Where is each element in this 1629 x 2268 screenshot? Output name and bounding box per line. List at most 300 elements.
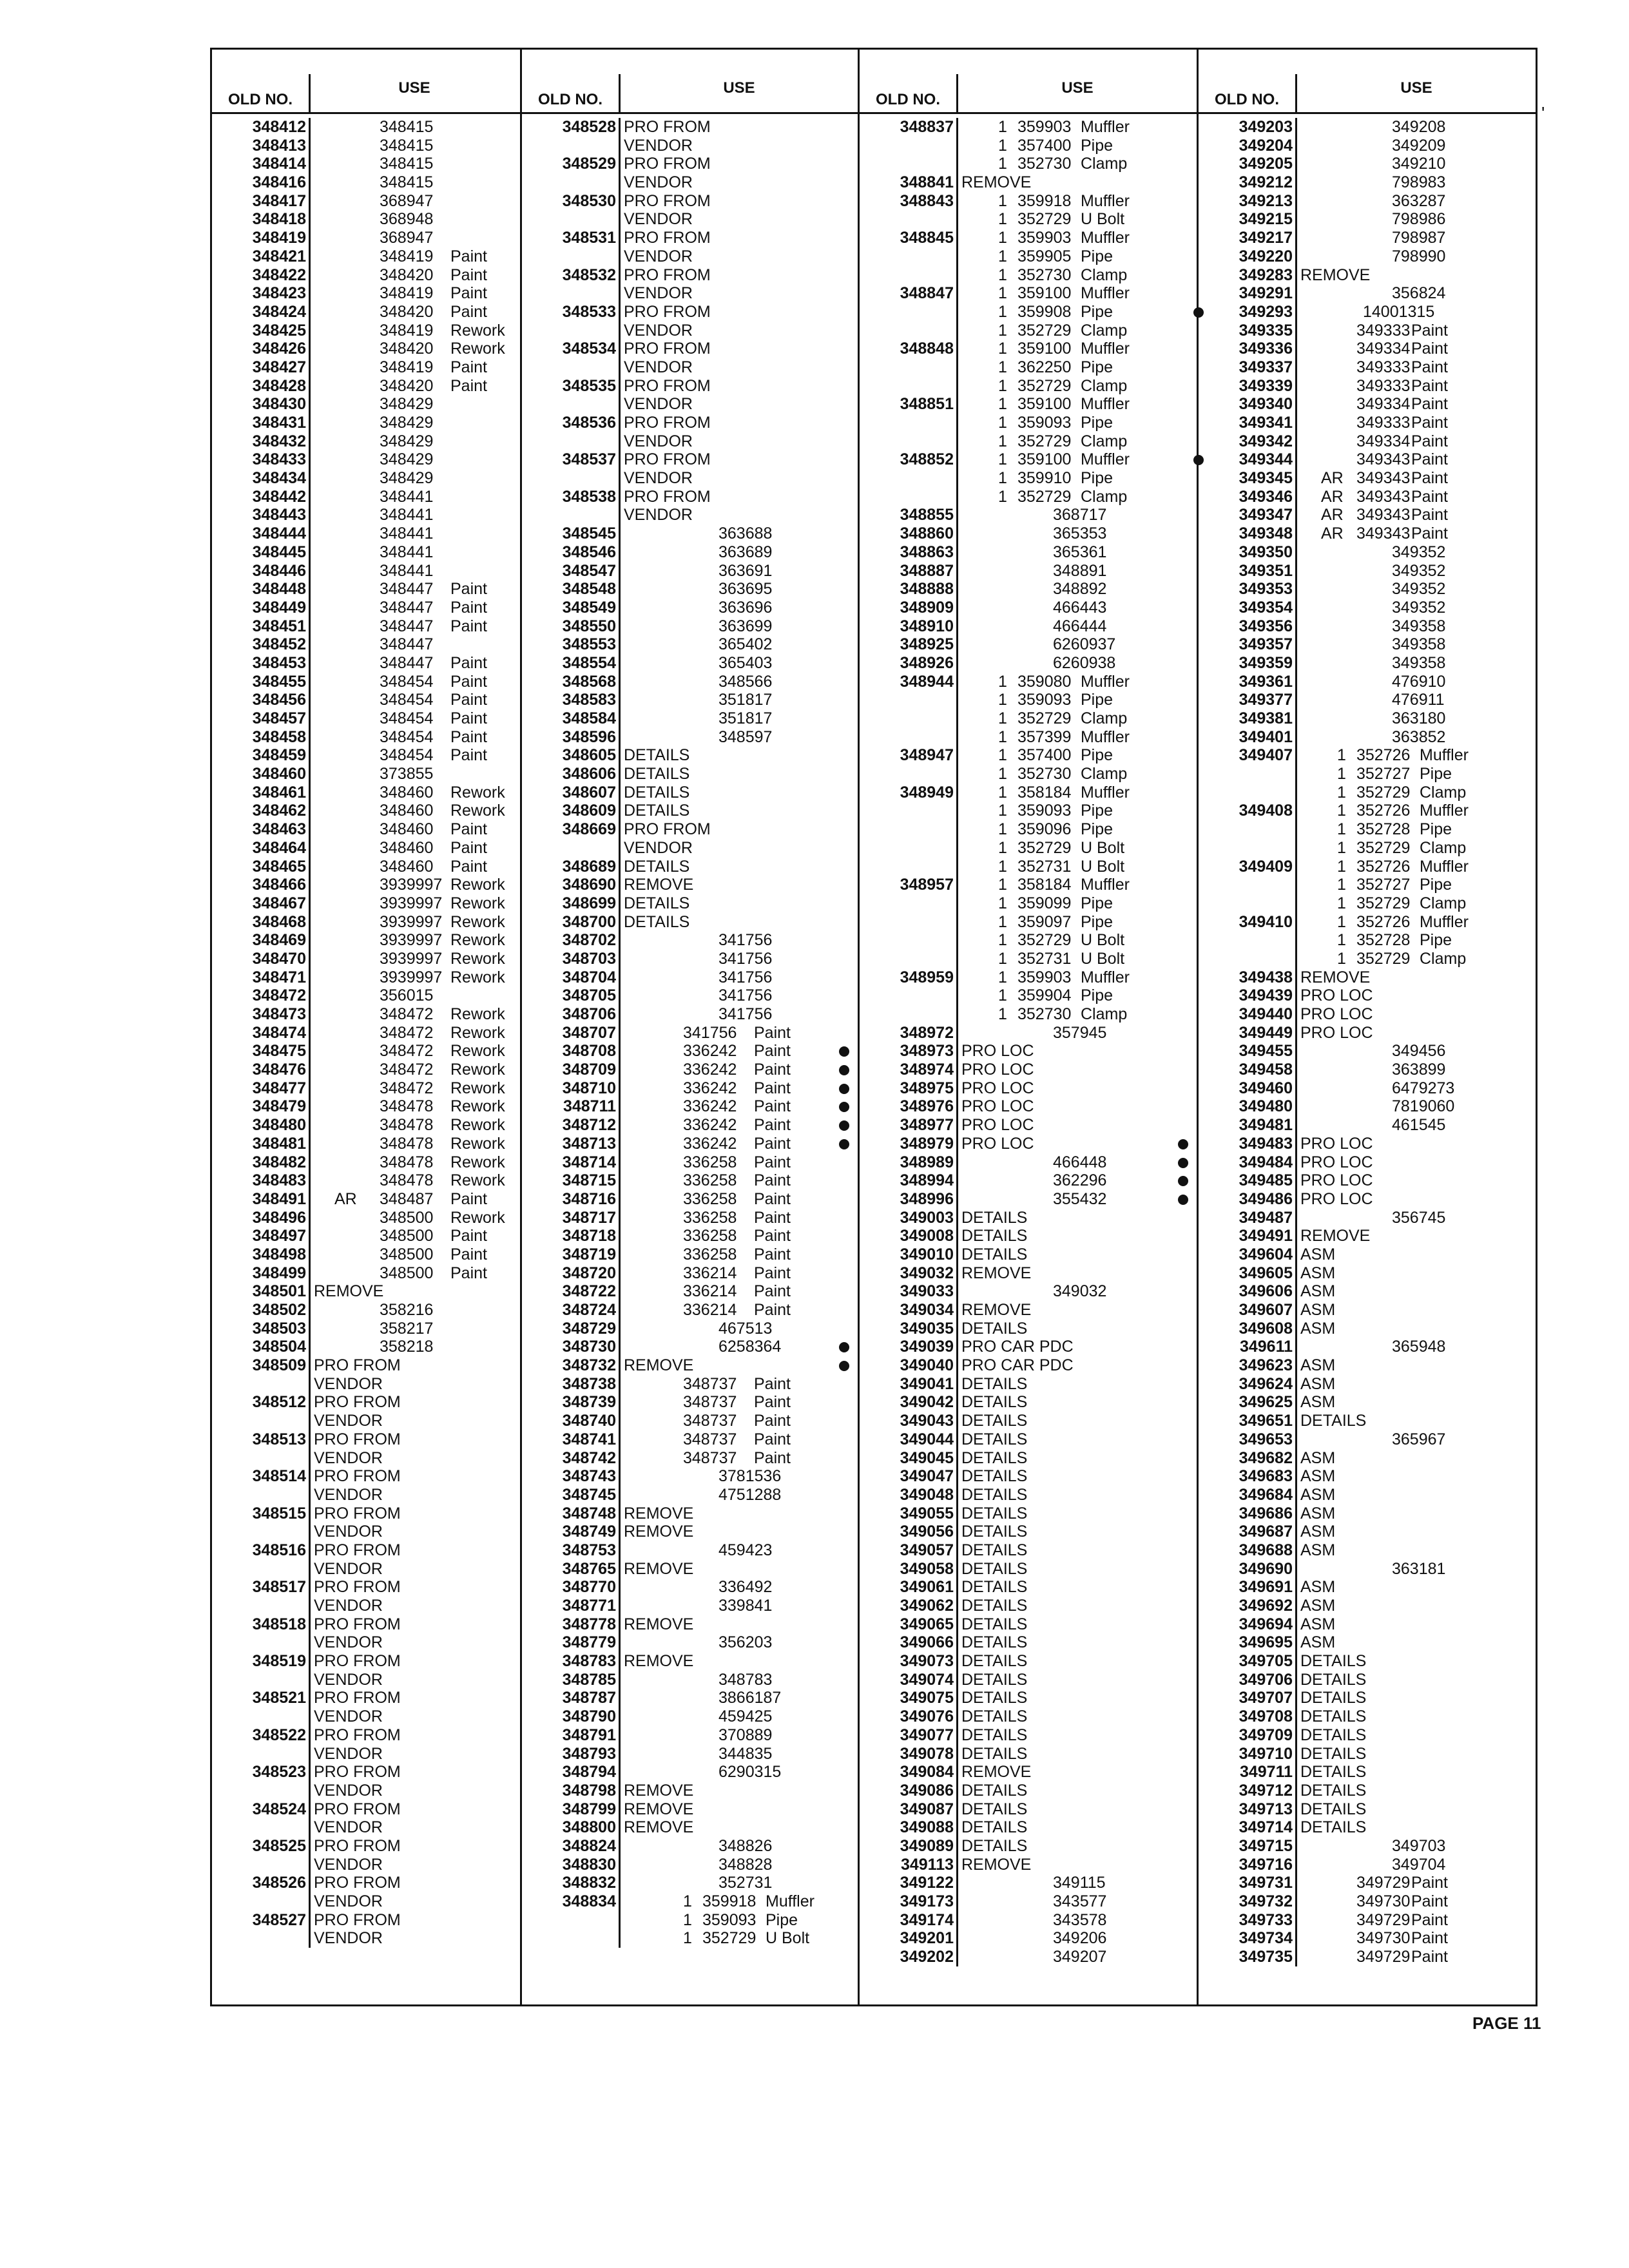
replacement-number: 352729 bbox=[1017, 487, 1072, 506]
old-number: 348457 bbox=[252, 709, 306, 727]
old-number: 348428 bbox=[252, 376, 306, 395]
old-number: 348472 bbox=[252, 986, 306, 1005]
table-row bbox=[212, 395, 520, 414]
use-text: DETAILS bbox=[961, 1670, 1028, 1689]
use-text: DETAILS bbox=[1300, 1818, 1367, 1837]
table-row bbox=[522, 137, 860, 155]
table-row bbox=[522, 728, 860, 747]
use-text: PRO LOC bbox=[961, 1061, 1034, 1079]
old-number: 348473 bbox=[252, 1005, 306, 1023]
old-number: 348464 bbox=[252, 838, 306, 857]
table-row bbox=[212, 691, 520, 709]
old-number: 348741 bbox=[562, 1430, 616, 1448]
part-description: Clamp bbox=[1081, 155, 1128, 173]
table-row bbox=[522, 118, 860, 137]
use-text: DETAILS bbox=[1300, 1763, 1367, 1782]
table-row bbox=[522, 488, 860, 506]
replacement-number: 359100 bbox=[1017, 395, 1072, 414]
table-row bbox=[1199, 1560, 1537, 1579]
part-description: Clamp bbox=[1420, 894, 1467, 912]
use-text: VENDOR bbox=[314, 1523, 383, 1541]
old-number: 349690 bbox=[1239, 1559, 1293, 1578]
replacement-number: 349704 bbox=[1392, 1855, 1446, 1874]
table-row bbox=[522, 340, 860, 358]
replacement-number: 348419 bbox=[380, 358, 434, 376]
use-text: DETAILS bbox=[1300, 1670, 1367, 1689]
old-number: 348837 bbox=[900, 118, 954, 136]
table-row bbox=[212, 839, 520, 858]
part-description: Clamp bbox=[1081, 376, 1128, 395]
replacement-number: 348500 bbox=[380, 1264, 434, 1282]
part-description: Muffler bbox=[1081, 340, 1130, 358]
use-text: DETAILS bbox=[624, 746, 690, 765]
old-number: 348977 bbox=[900, 1116, 954, 1135]
part-description: Paint bbox=[1411, 524, 1448, 543]
replacement-number: 348419 bbox=[380, 321, 434, 340]
table-row bbox=[522, 266, 860, 285]
table-row bbox=[522, 1615, 860, 1634]
replacement-number: 373855 bbox=[380, 765, 434, 783]
replacement-number: 466448 bbox=[1053, 1153, 1107, 1171]
replacement-number: 459425 bbox=[718, 1707, 773, 1726]
old-number: 348465 bbox=[252, 857, 306, 876]
old-number: 348994 bbox=[900, 1171, 954, 1190]
table-row bbox=[1199, 950, 1537, 968]
use-text: REMOVE bbox=[961, 1763, 1032, 1782]
old-number: 349044 bbox=[900, 1430, 954, 1448]
part-description: Rework bbox=[450, 1153, 505, 1171]
use-text: ASM bbox=[1300, 1319, 1336, 1338]
table-row bbox=[522, 580, 860, 599]
old-number: 348609 bbox=[562, 802, 616, 820]
table-row bbox=[522, 746, 860, 765]
table-row bbox=[1199, 820, 1537, 839]
use-text: VENDOR bbox=[314, 1670, 383, 1689]
old-number: 349608 bbox=[1239, 1319, 1293, 1338]
replacement-number: 363287 bbox=[1392, 191, 1446, 210]
use-text: DETAILS bbox=[624, 912, 690, 931]
old-number: 349035 bbox=[900, 1319, 954, 1338]
use-text: DETAILS bbox=[1300, 1725, 1367, 1744]
replacement-number: 358216 bbox=[380, 1301, 434, 1319]
replacement-number: 362250 bbox=[1017, 358, 1072, 376]
old-number: 348715 bbox=[562, 1171, 616, 1190]
table-row bbox=[860, 968, 1199, 987]
old-number: 349088 bbox=[900, 1818, 954, 1837]
replacement-number: 336258 bbox=[683, 1208, 737, 1227]
table-row bbox=[522, 1449, 860, 1468]
old-number: 349707 bbox=[1239, 1689, 1293, 1707]
table-row bbox=[860, 377, 1199, 396]
part-description: Rework bbox=[450, 1079, 505, 1097]
part-description: Pipe bbox=[1420, 765, 1452, 783]
table-row bbox=[1199, 1190, 1537, 1209]
use-text: PRO FROM bbox=[314, 1836, 401, 1855]
part-description: Rework bbox=[450, 783, 505, 802]
part-description: Paint bbox=[1411, 414, 1448, 432]
table-row bbox=[522, 1116, 860, 1135]
old-number: 349041 bbox=[900, 1374, 954, 1393]
table-row bbox=[212, 1042, 520, 1061]
use-text: VENDOR bbox=[314, 1412, 383, 1430]
quantity: 1 bbox=[683, 1892, 692, 1910]
replacement-number: 348478 bbox=[380, 1097, 434, 1116]
old-number: 348515 bbox=[252, 1504, 306, 1523]
table-row bbox=[1199, 1467, 1537, 1486]
table-row bbox=[860, 247, 1199, 266]
part-description: Rework bbox=[450, 1023, 505, 1042]
old-number: 349439 bbox=[1239, 986, 1293, 1005]
table-row bbox=[1199, 488, 1537, 506]
part-description: Muffler bbox=[1420, 857, 1469, 876]
quantity: 1 bbox=[998, 376, 1007, 395]
table-row bbox=[1199, 635, 1537, 654]
old-number: 348706 bbox=[562, 1005, 616, 1023]
use-text: DETAILS bbox=[961, 1836, 1028, 1855]
table-row bbox=[212, 524, 520, 543]
old-number: 348690 bbox=[562, 876, 616, 894]
part-description: Muffler bbox=[1081, 968, 1130, 986]
table-row bbox=[1199, 432, 1537, 451]
old-number: 349611 bbox=[1239, 1338, 1293, 1356]
quantity: 1 bbox=[1337, 949, 1346, 968]
replacement-number: 341756 bbox=[718, 931, 773, 950]
replacement-number: 352729 bbox=[1356, 949, 1411, 968]
part-description: Rework bbox=[450, 1208, 505, 1227]
part-description: Pipe bbox=[1420, 820, 1452, 839]
old-number: 348502 bbox=[252, 1301, 306, 1319]
replacement-number: 348478 bbox=[380, 1134, 434, 1153]
table-column-4 bbox=[1197, 50, 1537, 2004]
old-number: 348434 bbox=[252, 469, 306, 488]
replacement-number: 343577 bbox=[1053, 1892, 1107, 1910]
replacement-number: 349334 bbox=[1356, 340, 1411, 358]
table-row bbox=[212, 469, 520, 488]
table-row bbox=[1199, 913, 1537, 932]
old-number: 349215 bbox=[1239, 210, 1293, 229]
use-text: ASM bbox=[1300, 1374, 1336, 1393]
use-text: DETAILS bbox=[624, 802, 690, 820]
old-number: 348459 bbox=[252, 746, 306, 765]
old-number: 348888 bbox=[900, 580, 954, 599]
table-row bbox=[522, 1560, 860, 1579]
use-text: VENDOR bbox=[314, 1597, 383, 1615]
table-row bbox=[1199, 1800, 1537, 1819]
table-row bbox=[522, 931, 860, 950]
old-number: 348413 bbox=[252, 136, 306, 155]
old-number: 348729 bbox=[562, 1319, 616, 1338]
table-row bbox=[860, 1800, 1199, 1819]
table-row bbox=[1199, 229, 1537, 247]
use-text: ASM bbox=[1300, 1633, 1336, 1652]
bullet-marker bbox=[839, 1120, 849, 1131]
part-description: Muffler bbox=[1081, 118, 1130, 136]
table-row bbox=[522, 986, 860, 1005]
table-row bbox=[1199, 247, 1537, 266]
part-description: Clamp bbox=[1081, 265, 1128, 284]
table-row bbox=[860, 118, 1199, 137]
old-number: 348529 bbox=[562, 155, 616, 173]
table-row bbox=[1199, 599, 1537, 617]
table-row bbox=[212, 1911, 520, 1930]
part-description: Clamp bbox=[1081, 487, 1128, 506]
table-row bbox=[1199, 1135, 1537, 1153]
table-column-1 bbox=[212, 50, 520, 2004]
old-number: 348973 bbox=[900, 1042, 954, 1061]
old-number: 348770 bbox=[562, 1578, 616, 1597]
replacement-number: 356015 bbox=[380, 986, 434, 1005]
old-number: 349732 bbox=[1239, 1892, 1293, 1910]
use-text: REMOVE bbox=[961, 1264, 1032, 1282]
old-number: 348596 bbox=[562, 727, 616, 746]
old-number: 348730 bbox=[562, 1338, 616, 1356]
use-text: PRO FROM bbox=[314, 1467, 401, 1486]
table-row bbox=[522, 1523, 860, 1541]
replacement-number: 352729 bbox=[1356, 783, 1411, 802]
part-description: Pipe bbox=[1081, 469, 1113, 488]
bullet-marker bbox=[839, 1361, 849, 1371]
table-row bbox=[1199, 469, 1537, 488]
part-description: Paint bbox=[450, 284, 487, 303]
table-row bbox=[212, 340, 520, 358]
table-row bbox=[1199, 562, 1537, 581]
replacement-number: 352729 bbox=[1017, 931, 1072, 950]
table-row bbox=[522, 414, 860, 432]
replacement-number: 365403 bbox=[718, 653, 773, 672]
replacement-number: 349352 bbox=[1392, 580, 1446, 599]
use-text: PRO LOC bbox=[961, 1097, 1034, 1116]
table-row bbox=[860, 137, 1199, 155]
replacement-number: 355432 bbox=[1053, 1189, 1107, 1208]
table-row bbox=[1199, 1375, 1537, 1394]
old-number: 348479 bbox=[252, 1097, 306, 1116]
replacement-number: 352730 bbox=[1017, 765, 1072, 783]
part-description: Paint bbox=[754, 1412, 791, 1430]
use-text: DETAILS bbox=[961, 1467, 1028, 1486]
table-row bbox=[212, 322, 520, 340]
table-row bbox=[522, 1541, 860, 1560]
replacement-number: 349703 bbox=[1392, 1836, 1446, 1855]
table-row bbox=[522, 1079, 860, 1098]
old-number: 349624 bbox=[1239, 1374, 1293, 1393]
table-row bbox=[860, 709, 1199, 728]
replacement-number: 348420 bbox=[380, 302, 434, 321]
replacement-number: 359905 bbox=[1017, 247, 1072, 265]
replacement-number: 348472 bbox=[380, 1042, 434, 1061]
table-row bbox=[1199, 654, 1537, 673]
replacement-number: 466443 bbox=[1053, 598, 1107, 617]
table-row bbox=[212, 1726, 520, 1745]
table-row bbox=[212, 247, 520, 266]
table-row bbox=[212, 728, 520, 747]
use-text: ASM bbox=[1300, 1245, 1336, 1264]
quantity: 1 bbox=[998, 358, 1007, 376]
use-text: PRO FROM bbox=[624, 487, 711, 506]
table-row bbox=[212, 1301, 520, 1320]
old-number: 349449 bbox=[1239, 1023, 1293, 1042]
replacement-number: 365361 bbox=[1053, 543, 1107, 561]
table-row bbox=[1199, 506, 1537, 524]
replacement-number: 356824 bbox=[1392, 284, 1446, 303]
table-row bbox=[522, 543, 860, 562]
table-row bbox=[1199, 450, 1537, 469]
part-description: Paint bbox=[1411, 358, 1448, 376]
replacement-number: 349343 bbox=[1356, 487, 1411, 506]
part-description: Paint bbox=[754, 1227, 791, 1245]
replacement-number: 348472 bbox=[380, 1061, 434, 1079]
old-number: 349204 bbox=[1239, 136, 1293, 155]
use-text: VENDOR bbox=[624, 136, 693, 155]
table-row bbox=[860, 1153, 1199, 1172]
table-row bbox=[212, 1097, 520, 1116]
use-text: DETAILS bbox=[1300, 1412, 1367, 1430]
part-description: Paint bbox=[1411, 395, 1448, 414]
old-number: 348718 bbox=[562, 1227, 616, 1245]
table-row bbox=[1199, 1782, 1537, 1800]
use-text: PRO FROM bbox=[314, 1356, 401, 1375]
replacement-number: 348429 bbox=[380, 432, 434, 450]
table-row bbox=[1199, 1061, 1537, 1079]
table-row bbox=[212, 173, 520, 192]
replacement-number: 365353 bbox=[1053, 524, 1107, 543]
table-row bbox=[860, 1597, 1199, 1615]
part-description: Paint bbox=[450, 247, 487, 265]
part-description: Paint bbox=[754, 1245, 791, 1264]
old-number: 348855 bbox=[900, 506, 954, 524]
replacement-number: 343578 bbox=[1053, 1910, 1107, 1929]
use-text: DETAILS bbox=[961, 1744, 1028, 1763]
use-text: PRO FROM bbox=[314, 1541, 401, 1559]
table-row bbox=[860, 1652, 1199, 1671]
table-row bbox=[860, 1523, 1199, 1541]
old-number: 348517 bbox=[252, 1578, 306, 1597]
part-description: Paint bbox=[754, 1189, 791, 1208]
table-row bbox=[212, 1412, 520, 1430]
part-description: Rework bbox=[450, 1061, 505, 1079]
old-number: 349491 bbox=[1239, 1227, 1293, 1245]
use-text: DETAILS bbox=[961, 1485, 1028, 1504]
table-row bbox=[212, 599, 520, 617]
old-number: 349113 bbox=[900, 1855, 954, 1874]
table-row bbox=[522, 1209, 860, 1227]
replacement-number: 348429 bbox=[380, 469, 434, 488]
replacement-number: 348415 bbox=[380, 136, 434, 155]
table-row bbox=[1199, 340, 1537, 358]
use-text: ASM bbox=[1300, 1393, 1336, 1412]
table-row bbox=[522, 1301, 860, 1320]
use-text: VENDOR bbox=[314, 1855, 383, 1874]
table-row bbox=[860, 1024, 1199, 1043]
part-description: Paint bbox=[450, 672, 487, 691]
table-row bbox=[1199, 931, 1537, 950]
quantity: 1 bbox=[998, 1005, 1007, 1023]
quantity: 1 bbox=[1337, 820, 1346, 839]
table-row bbox=[1199, 1726, 1537, 1745]
part-description: Paint bbox=[450, 1227, 487, 1245]
use-text: DETAILS bbox=[961, 1227, 1028, 1245]
replacement-number: 349115 bbox=[1053, 1874, 1106, 1892]
use-text: ASM bbox=[1300, 1467, 1336, 1486]
old-number: 348720 bbox=[562, 1264, 616, 1282]
old-number: 349695 bbox=[1239, 1633, 1293, 1652]
use-text: PRO FROM bbox=[624, 191, 711, 210]
part-description: Paint bbox=[754, 1097, 791, 1116]
part-description: Paint bbox=[1411, 1929, 1448, 1948]
table-row bbox=[860, 1116, 1199, 1135]
table-row bbox=[1199, 1393, 1537, 1412]
old-number: 349688 bbox=[1239, 1541, 1293, 1559]
old-number: 348498 bbox=[252, 1245, 306, 1264]
use-text: PRO LOC bbox=[1300, 1153, 1373, 1171]
old-number: 348568 bbox=[562, 672, 616, 691]
part-description: Paint bbox=[754, 1208, 791, 1227]
quantity: 1 bbox=[998, 469, 1007, 488]
replacement-number: 336242 bbox=[683, 1116, 737, 1135]
table-row bbox=[1199, 1412, 1537, 1430]
part-description: Muffler bbox=[1081, 395, 1130, 414]
table-row bbox=[212, 1615, 520, 1634]
table-row bbox=[1199, 1929, 1537, 1948]
table-row bbox=[522, 1393, 860, 1412]
table-row bbox=[860, 1689, 1199, 1707]
table-row bbox=[860, 1393, 1199, 1412]
part-description: Muffler bbox=[1081, 229, 1130, 247]
part-description: Muffler bbox=[1081, 727, 1130, 746]
table-row bbox=[1199, 1227, 1537, 1245]
old-number: 348957 bbox=[900, 876, 954, 894]
table-row bbox=[1199, 1745, 1537, 1763]
old-number: 349706 bbox=[1239, 1670, 1293, 1689]
table-row bbox=[1199, 1338, 1537, 1356]
table-row bbox=[522, 1837, 860, 1856]
part-description: Paint bbox=[754, 1393, 791, 1412]
replacement-number: 359918 bbox=[1017, 191, 1072, 210]
part-description: Paint bbox=[1411, 376, 1448, 395]
replacement-number: 349358 bbox=[1392, 635, 1446, 654]
old-number: 348996 bbox=[900, 1189, 954, 1208]
table-row bbox=[1199, 728, 1537, 747]
use-text: VENDOR bbox=[314, 1818, 383, 1837]
old-number: 348535 bbox=[562, 376, 616, 395]
old-number: 348538 bbox=[562, 487, 616, 506]
old-number: 348546 bbox=[562, 543, 616, 561]
part-description: Clamp bbox=[1081, 1005, 1128, 1023]
table-row bbox=[860, 1061, 1199, 1079]
quantity: 1 bbox=[998, 672, 1007, 691]
old-number: 348745 bbox=[562, 1485, 616, 1504]
replacement-number: 352730 bbox=[1017, 1005, 1072, 1023]
replacement-number: 352729 bbox=[1356, 838, 1411, 857]
old-number: 348703 bbox=[562, 949, 616, 968]
replacement-number: 336242 bbox=[683, 1097, 737, 1116]
table-row bbox=[212, 488, 520, 506]
replacement-number: 341756 bbox=[718, 968, 773, 986]
replacement-number: 348429 bbox=[380, 414, 434, 432]
old-number: 348451 bbox=[252, 617, 306, 635]
part-description: Paint bbox=[450, 746, 487, 765]
quantity: 1 bbox=[998, 395, 1007, 414]
use-text: VENDOR bbox=[314, 1448, 383, 1467]
table-row bbox=[860, 506, 1199, 524]
part-description: Paint bbox=[1411, 450, 1448, 469]
table-row bbox=[1199, 303, 1537, 322]
table-row bbox=[860, 728, 1199, 747]
table-row bbox=[1199, 358, 1537, 377]
use-text: VENDOR bbox=[314, 1781, 383, 1800]
old-number: 349692 bbox=[1239, 1597, 1293, 1615]
table-row bbox=[860, 562, 1199, 581]
old-number: 348449 bbox=[252, 598, 306, 617]
